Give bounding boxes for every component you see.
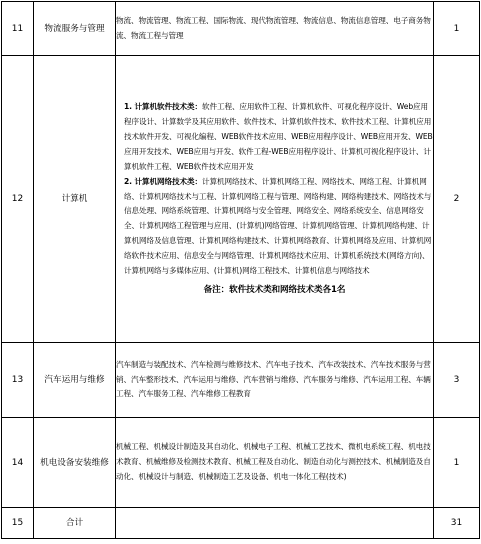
network-text: 计算机网络技术、计算机网络工程、网络技术、网络工程、计算机网络、计算机网络技术与工程、计算机网络工程与管理、网络构建、网络构建技术、网络技术与信息处理、网络系统管理、计算机网络与安全管理、网络安全、网络系统安全、信息网络安全、计算机网络工程管理与应用、(计算机)网络管理、计算机网络管理、计算机网络构建、计算机网络及信息管理、计算机网络构建技术、计算机网络教育、计算机网络及应用、计算机网络软件技术应用、信息安全与网络管理、计算机网络技术应用、计算机系统技术(网络方向)、计算机网络与多媒体应用、(计算机)网络工程技术、计算机信息与网络技术 (124, 176, 432, 276)
count-cell: 1 (434, 2, 480, 56)
majors-cell (116, 508, 434, 539)
software-text: 软件工程、应用软件工程、计算机软件、可视化程序设计、Web应用程序设计、计算数学及其应用软件、软件技术、计算机软件技术、软件技术工程、计算机应用技术软件开发、可视化编程、WEB软件技术应用、WEB应用程序设计、WEB应用开发、WEB应用开发技术、WEB应用与开发、软件工程-WEB应用程序设计、计算机可视化程序设计、计算机软件工程、WEB软件技术应用开发 (124, 102, 433, 171)
network-heading: 2. 计算机网络技术类： (124, 176, 202, 186)
row-number: 14 (2, 418, 34, 508)
category-cell: 汽车运用与维修 (34, 343, 116, 418)
majors-cell: 物流、物流管理、物流工程、国际物流、现代物流管理、物流信息、物流信息管理、电子商务物流、物流工程与管理 (116, 2, 434, 56)
majors-cell (116, 56, 434, 343)
software-majors (116, 100, 433, 175)
majors-cell: 汽车制造与装配技术、汽车检测与维修技术、汽车电子技术、汽车改装技术、汽车技术服务与营销、汽车整形技术、汽车运用与维修、汽车营销与维修、汽车服务与维修、汽车运用工程、车辆工程、汽车服务工程、汽车维修工程教育 (116, 343, 434, 418)
count-cell: 2 (434, 56, 480, 343)
category-cell: 机电设备安装维修 (34, 418, 116, 508)
software-heading: 1. 计算机软件技术类： (124, 102, 202, 112)
category-cell: 计算机 (34, 56, 116, 343)
table-row (2, 418, 480, 508)
row-number: 11 (2, 2, 34, 56)
row-number: 13 (2, 343, 34, 418)
total-label: 合计 (34, 508, 116, 539)
count-cell: 3 (434, 343, 480, 418)
row-number: 12 (2, 56, 34, 343)
majors-cell: 机械工程、机械设计制造及其自动化、机械电子工程、机械工艺技术、微机电系统工程、机电技术教育、机械维修及检测技术教育、机械工程及自动化、制造自动化与测控技术、机械制造及自动化、机械设计与制造、机械制造工艺及设备、机电一体化工程(技术) (116, 418, 434, 508)
count-cell: 1 (434, 418, 480, 508)
total-count: 31 (434, 508, 480, 539)
network-majors (116, 175, 433, 279)
row-number: 15 (2, 508, 34, 539)
table-row (2, 2, 480, 56)
category-cell: 物流服务与管理 (34, 2, 116, 56)
table-row (2, 56, 480, 343)
table-row (2, 508, 480, 539)
positions-table (1, 1, 480, 539)
table-row (2, 343, 480, 418)
allocation-note: 备注：软件技术类和网络技术类各1名 (203, 284, 346, 295)
